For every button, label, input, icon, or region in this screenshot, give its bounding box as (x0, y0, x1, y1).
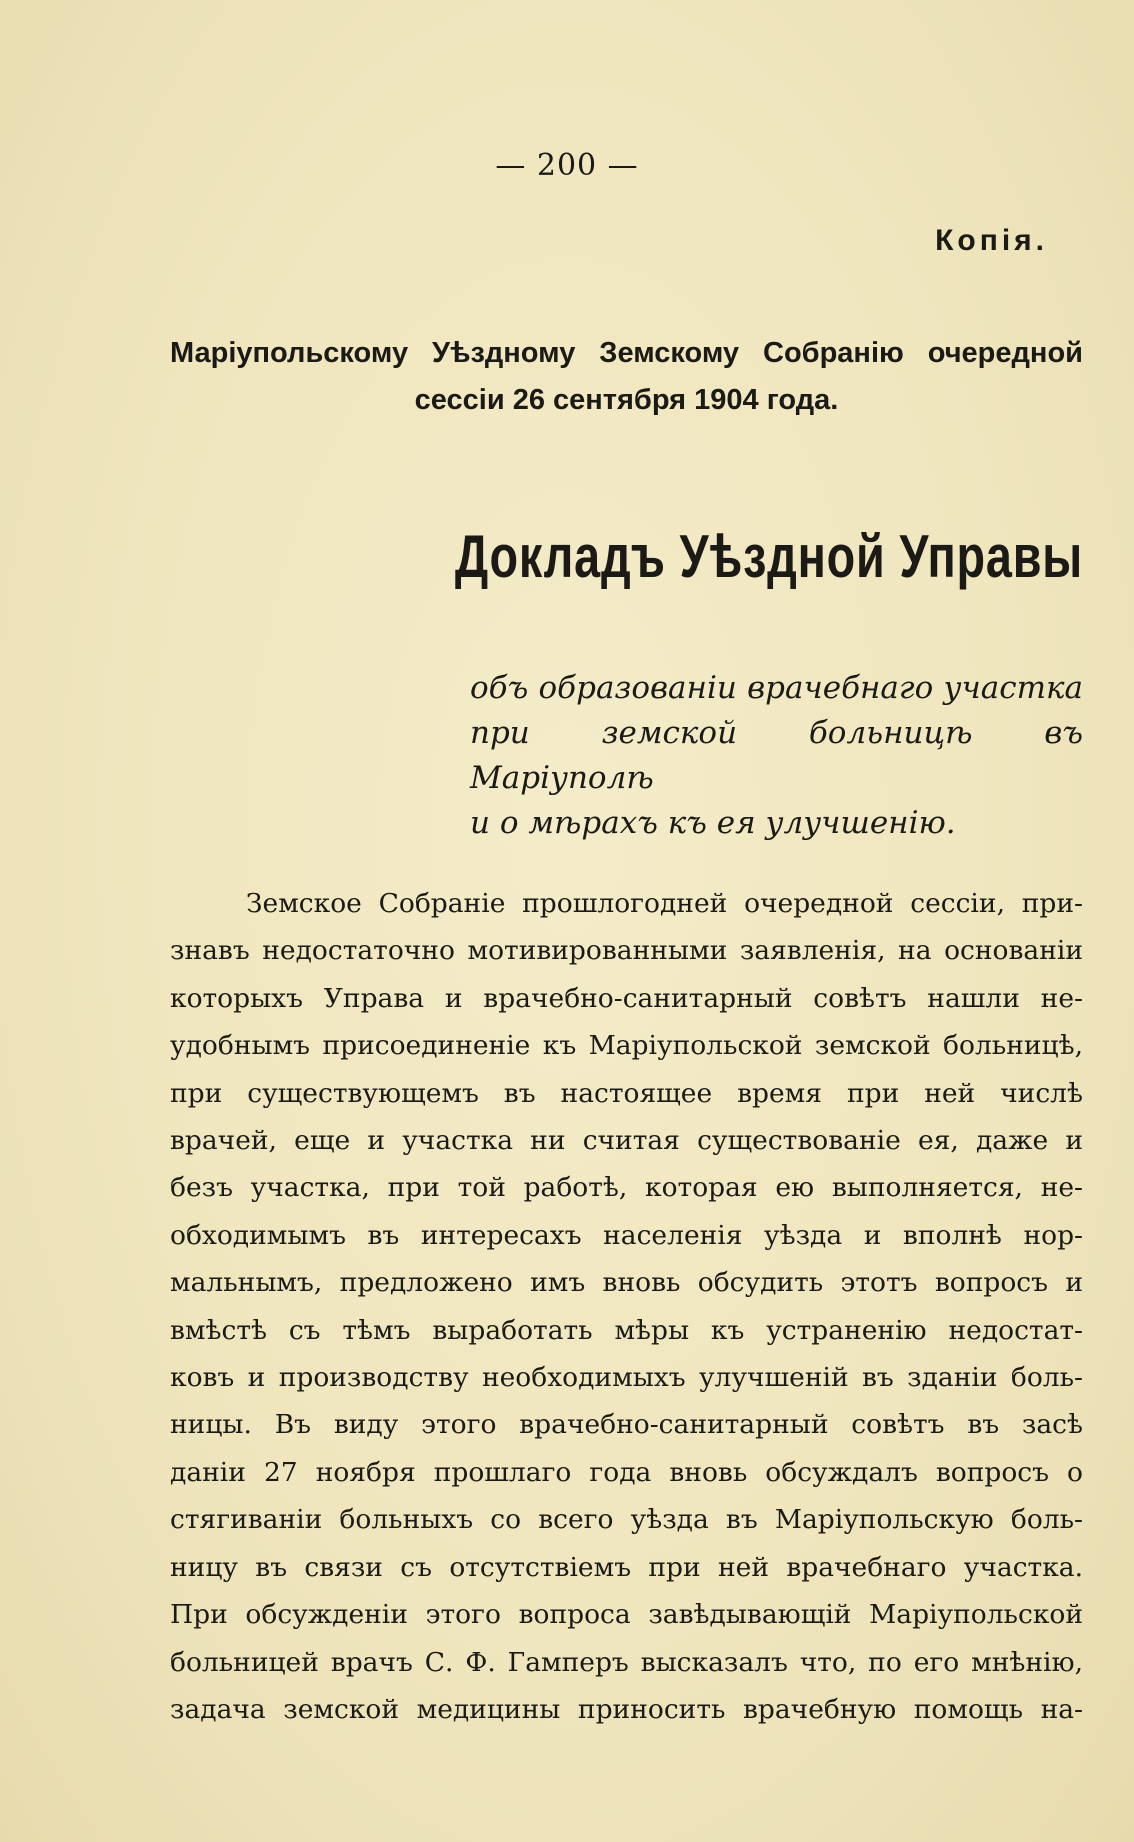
body-line: безъ участка, при той работѣ, которая ею выполняется, не- (170, 1172, 1083, 1204)
body-line: при существующемъ въ настоящее время при ней числѣ (170, 1077, 1083, 1109)
subtitle-line-2: при земской больницѣ въ Маріуполѣ (470, 715, 1083, 796)
addressee-heading (170, 330, 1083, 424)
copy-label: Копія. (935, 224, 1048, 257)
body-line: ницу въ связи съ отсутствіемъ при ней врачебнаго участка. (170, 1551, 1083, 1583)
report-title: Докладъ Уѣздной Управы (454, 523, 1083, 590)
body-line: больницей врачъ С. Ф. Гамперъ высказалъ что, по его мнѣнію, (170, 1646, 1083, 1678)
body-line: задача земской медицины приносить врачебную помощь на- (170, 1693, 1083, 1725)
subtitle-line-1: объ образованіи врачебнаго участка (470, 670, 1083, 706)
body-text (170, 880, 1083, 1733)
report-subtitle (470, 666, 1083, 846)
body-line: знавъ недостаточно мотивированными заявленія, на основаніи (170, 935, 1083, 967)
body-line: обходимымъ въ интересахъ населенія уѣзда и вполнѣ нор- (170, 1219, 1083, 1251)
body-line: стягиваніи больныхъ со всего уѣзда въ Маріупольскую боль- (170, 1504, 1083, 1536)
body-line: которыхъ Управа и врачебно-санитарный совѣтъ нашли не- (170, 982, 1083, 1014)
body-line: вмѣстѣ съ тѣмъ выработать мѣры къ устраненію недостат- (170, 1314, 1083, 1346)
addressee-line-2: сессіи 26 сентября 1904 года. (414, 384, 839, 416)
body-line: Земское Собраніе прошлогодней очередной сессіи, при- (246, 888, 1083, 919)
subtitle-line-3: и о мѣрахъ къ ея улучшенію. (470, 805, 956, 841)
body-line: ковъ и производству необходимыхъ улучшеній въ зданіи боль- (170, 1362, 1083, 1394)
body-line: ницы. Въ виду этого врачебно-санитарный совѣтъ въ засѣ (170, 1409, 1083, 1441)
body-line: удобнымъ присоединеніе къ Маріупольской земской больницѣ, (170, 1030, 1083, 1062)
page-number: — 200 — (495, 148, 639, 183)
addressee-line-1: Маріупольскому Уѣздному Земскому Собранію очередной (170, 337, 1083, 369)
body-line: врачей, еще и участка ни считая существованіе ея, даже и (170, 1125, 1083, 1157)
body-line: даніи 27 ноября прошлаго года вновь обсуждалъ вопросъ о (170, 1456, 1083, 1488)
body-line: мальнымъ, предложено имъ вновь обсудить этотъ вопросъ и (170, 1267, 1083, 1299)
body-line: При обсужденіи этого вопроса завѣдывающій Маріупольской (170, 1599, 1083, 1631)
